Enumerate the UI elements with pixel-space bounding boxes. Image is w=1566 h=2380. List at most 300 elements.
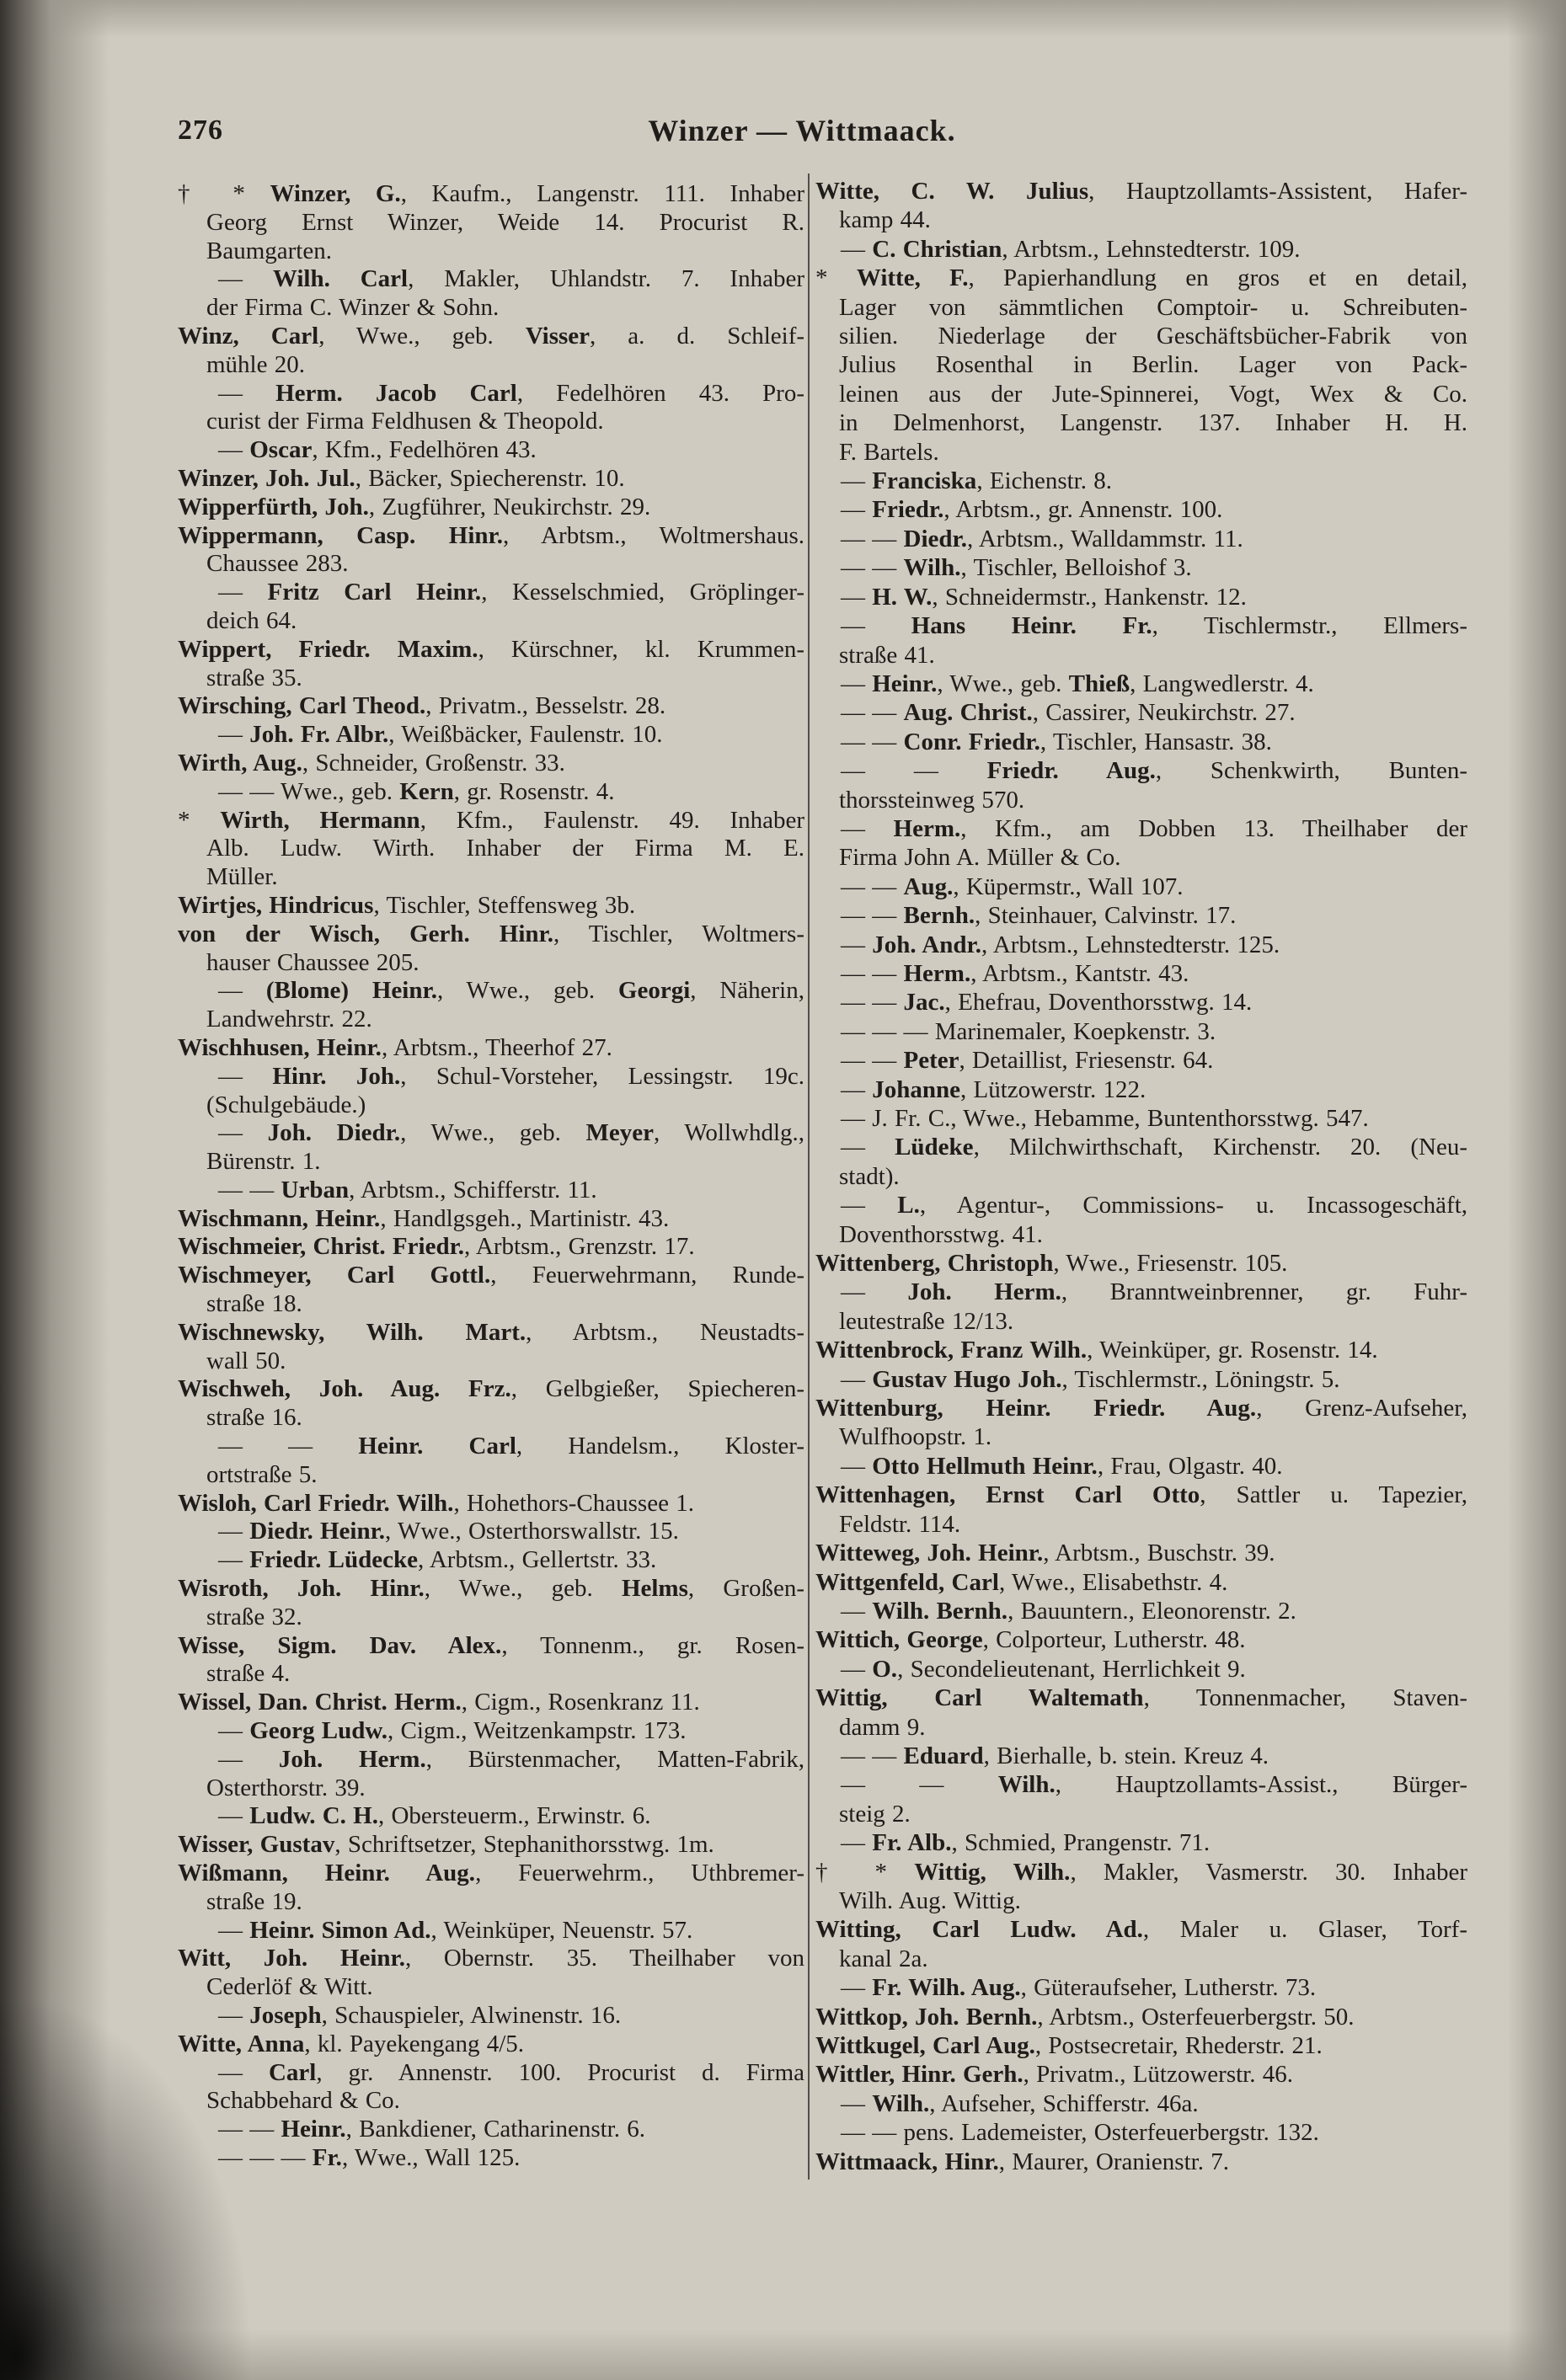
- directory-line: [815, 1742, 1467, 1770]
- directory-line: [178, 265, 804, 294]
- directory-entry: [178, 1689, 804, 1717]
- entry-text: —: [218, 1916, 250, 1944]
- directory-line: [815, 2148, 1467, 2176]
- entry-name: Wilh. Bernh.: [872, 1597, 1008, 1625]
- entry-name: Visser: [525, 322, 591, 350]
- entry-name: Ludw. C. H.: [249, 1802, 378, 1830]
- entry-text: , Weinküper, gr. Rosenstr. 14.: [1087, 1337, 1378, 1364]
- entry-text: , Tischlermstr., Ellmers-: [1152, 612, 1468, 640]
- directory-line: [178, 835, 804, 863]
- directory-line: [815, 670, 1467, 698]
- entry-text: , Tonnenm., gr. Rosen-: [501, 1631, 804, 1659]
- directory-entry: [815, 1684, 1467, 1742]
- entry-name: H. W.: [872, 583, 933, 611]
- entry-text: , Grenz-Aufseher,: [1256, 1395, 1467, 1422]
- directory-line: [178, 408, 804, 436]
- directory-line: [815, 380, 1467, 408]
- entry-text: der Firma C. Winzer & Sohn.: [206, 294, 500, 322]
- entry-text: , Postsecretair, Rhederstr. 21.: [1034, 2032, 1323, 2059]
- entry-name: Wittich, George: [815, 1626, 983, 1654]
- directory-line: [815, 264, 1467, 292]
- entry-text: —: [218, 977, 266, 1005]
- directory-line: [815, 1800, 1467, 1828]
- entry-text: , Langwedlerstr. 4.: [1130, 670, 1314, 697]
- entry-name: Witte, C. W. Julius: [815, 178, 1089, 205]
- directory-entry: [178, 436, 804, 465]
- directory-line: [178, 1233, 804, 1262]
- directory-line: [815, 1539, 1467, 1567]
- directory-line: [815, 1886, 1467, 1915]
- entry-name: L.: [897, 1192, 920, 1219]
- entry-text: , Privatm., Besselstr. 28.: [425, 692, 666, 720]
- entry-text: — —: [841, 1742, 904, 1769]
- directory-line: [178, 1546, 804, 1575]
- directory-line: [815, 350, 1467, 379]
- entry-name: Friedr.: [872, 496, 944, 524]
- entry-text: , Fedelhören 43. Pro-: [516, 379, 804, 407]
- entry-text: straße 35.: [206, 664, 302, 691]
- directory-line: [815, 2031, 1467, 2060]
- entry-text: , Arbtsm., Buschstr. 39.: [1043, 1540, 1275, 1567]
- entry-text: Müller.: [206, 863, 278, 891]
- directory-line: [178, 1290, 804, 1319]
- entry-text: —: [841, 612, 911, 640]
- entry-name: Hinr. Joh.: [272, 1062, 401, 1090]
- entry-text: — —: [841, 699, 904, 727]
- entry-text: , Kesselschmied, Gröplinger-: [481, 579, 805, 606]
- entry-name: Wischmeyer, Carl Gottl.: [178, 1262, 491, 1289]
- entry-name: Wittler, Hinr. Gerh.: [815, 2061, 1024, 2089]
- directory-line: [815, 959, 1467, 988]
- directory-entry: [815, 1191, 1467, 1249]
- entry-name: Bernh.: [903, 902, 975, 930]
- entry-name: Wischmann, Heinr.: [178, 1204, 381, 1232]
- directory-entry: [815, 931, 1467, 959]
- entry-text: —: [218, 1119, 268, 1147]
- directory-entry: [178, 807, 804, 892]
- entry-text: , Handelsm., Kloster-: [516, 1433, 805, 1460]
- entry-text: , Wwe., geb.: [424, 1575, 622, 1603]
- entry-text: , Arbtsm., Lehnstedterstr. 125.: [981, 931, 1280, 958]
- entry-name: Wirtjes, Hindricus: [178, 891, 374, 919]
- entry-text: Chaussee 283.: [206, 550, 349, 578]
- directory-entry: [815, 1394, 1467, 1452]
- entry-text: , Sattler u. Tapezier,: [1200, 1481, 1467, 1509]
- entry-name: Friedr. Lüdecke: [249, 1546, 418, 1574]
- entry-name: Wilh.: [872, 2089, 930, 2117]
- entry-text: F. Bartels.: [839, 438, 939, 466]
- entry-name: Otto Hellmuth Heinr.: [872, 1452, 1098, 1480]
- entry-text: —: [841, 1452, 873, 1480]
- directory-line: [178, 892, 804, 921]
- entry-text: , Detaillist, Friesenstr. 64.: [959, 1047, 1214, 1075]
- directory-line: [815, 1858, 1467, 1886]
- directory-line: [815, 641, 1467, 670]
- directory-line: [178, 1575, 804, 1604]
- entry-name: Wirth, Hermann: [220, 806, 420, 834]
- entry-text: steig 2.: [839, 1800, 911, 1828]
- directory-entry: [815, 2118, 1467, 2147]
- entry-text: , Obersteuerm., Erwinstr. 6.: [377, 1802, 651, 1830]
- directory-entry: [178, 494, 804, 522]
- entry-text: , Gelbgießer, Spiecheren-: [510, 1375, 804, 1403]
- entry-text: — —: [218, 2116, 281, 2143]
- entry-text: —: [218, 436, 250, 464]
- entry-text: — — — Marinemaler, Koepkenstr. 3.: [841, 1017, 1216, 1045]
- directory-line: [815, 1973, 1467, 2002]
- entry-text: , Zugführer, Neukirchstr. 29.: [368, 493, 651, 520]
- entry-text: Lager von sämmtlichen Comptoir- u. Schreibuten-: [839, 293, 1467, 321]
- directory-entry: [815, 583, 1467, 611]
- entry-text: —: [841, 814, 894, 842]
- entry-text: —: [218, 1717, 250, 1745]
- entry-text: , Makler, Vasmerstr. 30. Inhaber: [1070, 1858, 1467, 1886]
- entry-name: Herm.: [903, 959, 971, 987]
- entry-text: , Arbtsm., gr. Annenstr. 100.: [943, 496, 1223, 524]
- entry-text: straße 18.: [206, 1290, 302, 1318]
- entry-name: Peter: [903, 1047, 959, 1075]
- directory-entry: [178, 2059, 804, 2116]
- entry-name: Joh. Fr. Albr.: [249, 721, 389, 749]
- directory-line: [815, 931, 1467, 959]
- directory-line: [178, 1148, 804, 1177]
- directory-line: [815, 1104, 1467, 1133]
- entry-text: , Wwe., Friesenstr. 105.: [1053, 1250, 1288, 1278]
- directory-entry: [178, 465, 804, 494]
- entry-text: hauser Chaussee 205.: [206, 948, 420, 976]
- directory-line: [178, 1973, 804, 2002]
- entry-text: *: [178, 806, 221, 834]
- entry-name: Wissel, Dan. Christ. Herm.: [178, 1689, 462, 1716]
- left-column: [178, 180, 804, 2173]
- directory-entry: [178, 1802, 804, 1831]
- entry-name: Wilh.: [997, 1771, 1056, 1799]
- directory-line: [815, 1625, 1467, 1654]
- entry-text: —: [218, 265, 273, 293]
- entry-text: , a. d. Schleif-: [590, 322, 805, 350]
- entry-name: Wisloh, Carl Friedr. Wilh.: [178, 1489, 454, 1517]
- directory-line: [178, 1205, 804, 1234]
- entry-text: , Aufseher, Schifferstr. 46a.: [929, 2089, 1199, 2117]
- entry-text: , Wwe., geb.: [318, 322, 526, 350]
- entry-text: —: [841, 1365, 873, 1393]
- entry-name: Wilh.: [903, 554, 961, 582]
- entry-name: Diedr. Heinr.: [249, 1518, 386, 1545]
- entry-text: Schabbehard & Co.: [206, 2087, 400, 2115]
- directory-line: [178, 1774, 804, 1803]
- entry-text: , Arbtsm., Walldammstr. 11.: [966, 525, 1243, 552]
- directory-entry: [178, 1233, 804, 1262]
- entry-name: Herm. Jacob Carl: [275, 379, 517, 407]
- entry-name: Joh. Diedr.: [267, 1119, 401, 1147]
- entry-text: , Arbtsm., Theerhof 27.: [381, 1033, 612, 1061]
- entry-name: Witte, F.: [856, 264, 969, 292]
- entry-name: Wißmann, Heinr. Aug.: [178, 1860, 476, 1887]
- entry-name: Georg Ludw.: [249, 1717, 387, 1745]
- directory-line: [815, 2118, 1467, 2147]
- directory-line: [178, 1917, 804, 1945]
- entry-text: , Obernstr. 35. Theilhaber von: [404, 1945, 804, 1972]
- entry-name: Thieß: [1068, 670, 1130, 697]
- entry-text: , Wwe., Elisabethstr. 4.: [998, 1568, 1228, 1596]
- directory-line: [178, 1119, 804, 1148]
- directory-line: [815, 988, 1467, 1017]
- directory-line: [815, 467, 1467, 495]
- directory-line: [178, 237, 804, 266]
- entry-text: , Schmied, Prangenstr. 71.: [951, 1829, 1211, 1857]
- entry-name: Joh. Andr.: [872, 931, 981, 958]
- directory-line: [178, 1034, 804, 1063]
- entry-text: stadt).: [839, 1162, 900, 1190]
- entry-text: — — —: [218, 2143, 313, 2171]
- directory-entry: [815, 1539, 1467, 1567]
- directory-line: [815, 1017, 1467, 1046]
- entry-text: Wulfhoopstr. 1.: [839, 1423, 992, 1451]
- entry-name: Joh. Herm.: [278, 1745, 426, 1773]
- directory-entry: [178, 750, 804, 778]
- directory-entry: [815, 2031, 1467, 2060]
- entry-text: Wilh. Aug. Wittig.: [839, 1886, 1021, 1914]
- directory-line: [815, 1394, 1467, 1422]
- entry-text: —: [841, 1974, 873, 2002]
- directory-entry: [815, 495, 1467, 524]
- entry-text: , Arbtsm., Grenzstr. 17.: [464, 1233, 695, 1261]
- directory-entry: [178, 1319, 804, 1376]
- directory-entry: [178, 1860, 804, 1917]
- entry-text: wall 50.: [206, 1347, 286, 1374]
- entry-text: deich 64.: [206, 606, 297, 634]
- directory-entry: [178, 921, 804, 978]
- entry-name: Jac.: [903, 989, 945, 1017]
- directory-line: [178, 1347, 804, 1376]
- directory-line: [178, 607, 804, 636]
- entry-text: , Weinküper, Neuenstr. 57.: [430, 1916, 693, 1944]
- entry-text: Doventhorsstwg. 41.: [839, 1220, 1043, 1248]
- directory-line: [178, 863, 804, 892]
- directory-line: [178, 550, 804, 579]
- entry-name: Eduard: [903, 1742, 984, 1769]
- directory-line: [178, 1604, 804, 1632]
- entry-text: straße 16.: [206, 1404, 302, 1432]
- entry-text: — J. Fr. C., Wwe., Hebamme, Buntenthorsstwg. 547.: [841, 1105, 1369, 1132]
- entry-text: — — Wwe., geb.: [218, 777, 400, 805]
- directory-entry: [815, 1104, 1467, 1133]
- directory-line: [178, 1262, 804, 1290]
- entry-text: —: [841, 1192, 898, 1219]
- entry-text: , Wollwhdlg.,: [654, 1119, 805, 1147]
- directory-entry: [815, 728, 1467, 756]
- directory-entry: [815, 1075, 1467, 1104]
- directory-entry: [815, 756, 1467, 814]
- directory-line: [178, 807, 804, 835]
- directory-line: [815, 698, 1467, 727]
- entry-text: silien. Niederlage der Geschäftsbücher-Fabrik von: [839, 323, 1467, 350]
- directory-entry: [815, 177, 1467, 235]
- entry-text: , Großen-: [687, 1575, 804, 1603]
- running-title: Winzer — Wittmaack.: [648, 114, 956, 147]
- directory-line: [178, 1319, 804, 1347]
- directory-entry: [178, 380, 804, 437]
- entry-text: — —: [841, 959, 904, 987]
- directory-entry: [178, 636, 804, 693]
- directory-line: [815, 611, 1467, 640]
- directory-line: [178, 636, 804, 664]
- entry-name: Wischhusen, Heinr.: [178, 1033, 382, 1061]
- entry-text: — —: [841, 1047, 904, 1075]
- entry-text: , Secondelieutenant, Herrlichkeit 9.: [897, 1655, 1246, 1683]
- directory-entry: [178, 1518, 804, 1546]
- entry-text: , Kaufm., Langenstr. 111. Inhaber: [400, 180, 805, 207]
- directory-line: [178, 1404, 804, 1433]
- directory-entry: [815, 670, 1467, 698]
- entry-text: , Ehefrau, Doventhorsstwg. 14.: [944, 989, 1253, 1017]
- entry-text: , Tischler, Woltmers-: [553, 920, 804, 947]
- entry-text: , Tischler, Belloishof 3.: [960, 554, 1192, 582]
- entry-name: Lüdeke: [895, 1134, 974, 1161]
- entry-text: Landwehrstr. 22.: [206, 1006, 372, 1033]
- entry-text: , Cigm., Weitzenkampstr. 173.: [387, 1717, 687, 1745]
- directory-line: [178, 2030, 804, 2059]
- directory-entry: [178, 2144, 804, 2173]
- entry-text: —: [841, 496, 873, 524]
- directory-line: [815, 177, 1467, 205]
- directory-line: [815, 1365, 1467, 1394]
- entry-text: , Arbtsm., Gellertstr. 33.: [417, 1546, 657, 1574]
- entry-name: Meyer: [585, 1119, 654, 1147]
- entry-text: , Tonnenmacher, Staven-: [1143, 1684, 1468, 1712]
- entry-text: Georg Ernst Winzer, Weide 14. Procurist R.: [206, 208, 804, 236]
- directory-line: [178, 1461, 804, 1490]
- entry-name: Joh. Herm.: [907, 1278, 1061, 1306]
- entry-name: Wischmeier, Christ. Friedr.: [178, 1233, 465, 1261]
- entry-text: —: [841, 931, 873, 958]
- directory-line: [178, 1802, 804, 1831]
- directory-entry: [815, 1655, 1467, 1684]
- directory-entry: [178, 180, 804, 265]
- entry-name: Wisser, Gustav: [178, 1831, 335, 1859]
- directory-line: [178, 750, 804, 778]
- entry-text: — —: [841, 872, 904, 900]
- directory-entry: [815, 2148, 1467, 2176]
- entry-name: Fr. Wilh. Aug.: [872, 1974, 1021, 2002]
- entry-text: (Schulgebäude.): [206, 1091, 366, 1118]
- entry-text: —: [841, 2089, 873, 2117]
- directory-entry: [178, 1205, 804, 1234]
- entry-text: , Cassirer, Neukirchstr. 27.: [1032, 699, 1296, 727]
- entry-name: Wippermann, Casp. Hinr.: [178, 521, 503, 549]
- directory-line: [178, 2059, 804, 2088]
- directory-line: [178, 921, 804, 949]
- entry-text: , Wwe., geb.: [436, 977, 618, 1005]
- entry-text: , Steinhauer, Calvinstr. 17.: [975, 902, 1237, 930]
- directory-entry: [815, 553, 1467, 582]
- directory-entry: [815, 988, 1467, 1017]
- entry-name: von der Wisch, Gerh. Hinr.: [178, 920, 553, 947]
- directory-entry: [178, 2030, 804, 2059]
- entry-text: , Lützowerstr. 122.: [960, 1075, 1146, 1103]
- entry-text: *: [815, 264, 857, 292]
- directory-line: [815, 1422, 1467, 1451]
- directory-entry: [178, 1917, 804, 1945]
- entry-text: , Kfm., Fedelhören 43.: [312, 436, 537, 464]
- directory-entry: [815, 814, 1467, 872]
- directory-line: [178, 2087, 804, 2116]
- directory-entry: [178, 1575, 804, 1632]
- directory-line: [815, 1191, 1467, 1219]
- entry-name: Fr.: [312, 2143, 342, 2171]
- directory-entry: [815, 1336, 1467, 1364]
- entry-text: , Eichenstr. 8.: [976, 467, 1112, 495]
- directory-line: [815, 814, 1467, 843]
- directory-line: [178, 465, 804, 494]
- entry-text: leutestraße 12/13.: [839, 1307, 1014, 1335]
- directory-entry: [815, 1597, 1467, 1625]
- directory-line: [178, 1945, 804, 1973]
- directory-entry: [178, 1632, 804, 1689]
- entry-text: , Cigm., Rosenkranz 11.: [461, 1689, 700, 1716]
- directory-line: [815, 1249, 1467, 1278]
- directory-entry: [815, 1742, 1467, 1770]
- entry-text: , Arbtsm., Neustadts-: [526, 1318, 804, 1346]
- entry-text: , Küpermstr., Wall 107.: [953, 872, 1184, 900]
- directory-line: [178, 949, 804, 978]
- entry-text: , Arbtsm., Lehnstedterstr. 109.: [1002, 235, 1301, 263]
- directory-line: [178, 1717, 804, 1746]
- entry-text: Feldstr. 114.: [839, 1510, 961, 1538]
- directory-line: [178, 1006, 804, 1034]
- entry-text: kamp 44.: [839, 206, 931, 234]
- directory-entry: [178, 721, 804, 750]
- page-number: 276: [178, 115, 223, 146]
- entry-text: Bürenstr. 1.: [206, 1148, 321, 1176]
- entry-name: Wirsching, Carl Theod.: [178, 692, 426, 720]
- directory-line: [178, 1518, 804, 1546]
- entry-text: damm 9.: [839, 1713, 926, 1741]
- entry-name: Johanne: [872, 1075, 961, 1103]
- entry-text: —: [841, 1134, 895, 1161]
- entry-text: —: [218, 1802, 250, 1830]
- entry-text: , Wwe., Wall 125.: [341, 2143, 521, 2171]
- entry-text: , Arbtsm., Schifferstr. 11.: [349, 1176, 597, 1203]
- directory-line: [815, 408, 1467, 437]
- directory-line: [815, 756, 1467, 785]
- entry-name: Wippert, Friedr. Maxim.: [178, 635, 478, 663]
- entry-text: —: [841, 583, 873, 611]
- directory-line: [178, 692, 804, 721]
- entry-text: —: [218, 1062, 273, 1090]
- entry-name: Wittenhagen, Ernst Carl Otto: [815, 1481, 1200, 1509]
- entry-text: , gr. Annenstr. 100. Procurist d. Firma: [316, 2058, 804, 2086]
- entry-name: (Blome) Heinr.: [265, 977, 437, 1005]
- entry-text: —: [841, 1075, 873, 1103]
- directory-entry: [178, 1375, 804, 1433]
- directory-entry: [815, 525, 1467, 553]
- directory-entry: [815, 264, 1467, 467]
- entry-text: —: [218, 2002, 250, 2029]
- entry-text: , Kfm., am Dobben 13. Theilhaber der: [960, 814, 1467, 842]
- entry-name: Wilh. Carl: [272, 265, 409, 293]
- directory-line: [815, 1220, 1467, 1249]
- entry-text: , Kfm., Faulenstr. 49. Inhaber: [420, 806, 805, 834]
- directory-line: [815, 2089, 1467, 2118]
- entry-text: ortstraße 5.: [206, 1460, 318, 1488]
- directory-line: [815, 1597, 1467, 1625]
- directory-line: [815, 843, 1467, 872]
- entry-text: , Tischler, Steffensweg 3b.: [373, 891, 636, 919]
- directory-line: [815, 525, 1467, 553]
- directory-line: [178, 436, 804, 465]
- directory-entry: [178, 1945, 804, 2002]
